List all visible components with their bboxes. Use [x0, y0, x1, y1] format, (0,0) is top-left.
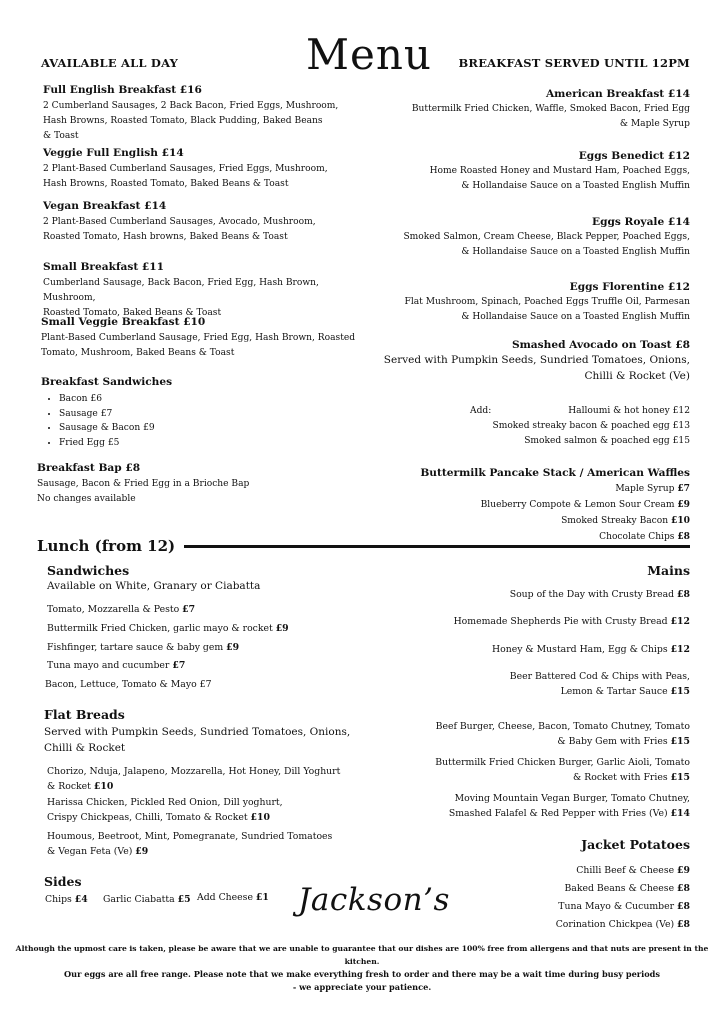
option-label: Blueberry Compote & Lemon Sour Cream	[480, 500, 678, 510]
item-label: Tuna mayo and cucumber	[47, 660, 173, 671]
sandwich-item	[47, 660, 185, 671]
item-price: £15	[670, 772, 690, 783]
side-item	[103, 894, 191, 905]
pancake-option	[360, 481, 690, 497]
item-line: Houmous, Beetroot, Mint, Pomegranate, Sundried Tomatoes	[47, 831, 333, 842]
item-label: Fishfinger, tartare sauce & baby gem	[47, 642, 227, 653]
small-breakfast-item	[43, 261, 373, 321]
item-label: Corination Chickpea (Ve)	[555, 919, 678, 930]
lunch-divider	[184, 545, 690, 548]
breakfast-sandwiches-section	[41, 376, 241, 450]
item-name: Full English Breakfast £16	[43, 84, 202, 96]
sides-title: Sides	[44, 874, 82, 889]
item-label: Tuna Mayo & Cucumber	[558, 901, 678, 912]
item-desc-1: Served with Pumpkin Seeds, Sundried Tomatoes, Onions,	[383, 354, 690, 366]
lunch-title: Lunch (from 12)	[37, 537, 176, 555]
section-subtitle-2: Chilli & Rocket	[44, 742, 126, 754]
footer-line: - we appreciate your patience.	[292, 982, 432, 992]
jacket-list	[390, 862, 690, 934]
addon-item: Smoked salmon & poached egg £15	[524, 436, 690, 446]
list-item: • Fried Egg £5	[59, 436, 241, 451]
item-line-price	[47, 844, 367, 859]
main-item	[360, 791, 690, 821]
breakfast-hours-label: BREAKFAST SERVED UNTIL 12PM	[458, 56, 690, 70]
item-desc-1: 2 Cumberland Sausages, 2 Back Bacon, Fried Eggs, Mushroom,	[43, 101, 339, 111]
item-desc-2: & Hollandaise Sauce on a Toasted English Muffin	[461, 312, 690, 322]
sandwich-item	[47, 623, 289, 634]
item-price: £8	[677, 883, 690, 894]
section-title: Breakfast Sandwiches	[41, 376, 173, 388]
item-label: Bacon, Lettuce, Tomato & Mayo £7	[45, 679, 212, 690]
item-line-price	[360, 614, 690, 629]
item-line-price	[360, 806, 690, 821]
item-desc-2: Roasted Tomato, Baked Beans & Toast	[43, 308, 222, 318]
option-price: £7	[677, 483, 690, 494]
flat-breads-section	[44, 707, 364, 756]
pancake-option	[360, 497, 690, 513]
footer-line: Our eggs are all free range. Please note that we make everything fresh to order and there may be a wait time during busy periods	[63, 969, 661, 979]
main-item	[360, 669, 690, 699]
item-price: £12	[670, 616, 690, 627]
item-desc-2: Chilli & Rocket (Ve)	[584, 370, 690, 382]
vegan-breakfast-item	[43, 200, 363, 245]
jacket-item	[390, 880, 690, 898]
item-desc-1: Flat Mushroom, Spinach, Poached Eggs Truffle Oil, Parmesan	[404, 297, 690, 307]
item-price: £9	[677, 865, 690, 876]
item-line: Soup of the Day with Crusty Bread	[509, 589, 678, 600]
item-line: Smashed Falafel & Red Pepper with Fries (Ve)	[448, 808, 671, 819]
option-price: £10	[671, 515, 690, 526]
item-desc-1: 2 Plant-Based Cumberland Sausages, Avocado, Mushroom,	[43, 217, 316, 227]
item-desc-1: Smoked Salmon, Cream Cheese, Black Pepper, Poached Eggs,	[403, 232, 690, 242]
main-item	[360, 755, 690, 785]
item-price: £10	[93, 781, 114, 792]
side-item	[45, 894, 88, 905]
item-name: Smashed Avocado on Toast £8	[511, 339, 690, 351]
item-line: Moving Mountain Vegan Burger, Tomato Chutney,	[454, 793, 690, 804]
menu-title: Menu	[306, 30, 432, 79]
item-desc-2: Hash Browns, Roasted Tomato, Black Pudding, Baked Beans	[43, 116, 323, 126]
item-line: Chorizo, Nduja, Jalapeno, Mozzarella, Hot Honey, Dill Yoghurt	[47, 766, 341, 777]
item-line: & Baby Gem with Fries	[557, 736, 671, 747]
item-line: Crispy Chickpeas, Chilli, Tomato & Rocket	[47, 812, 251, 823]
item-line: Beer Battered Cod & Chips with Peas,	[509, 671, 690, 682]
main-item	[360, 719, 690, 749]
item-desc-2: & Hollandaise Sauce on a Toasted English Muffin	[461, 247, 690, 257]
item-price: £7	[172, 660, 186, 671]
item-price: £15	[670, 686, 690, 697]
main-item	[360, 587, 690, 602]
item-desc-2: & Maple Syrup	[619, 119, 690, 129]
footer-line: Although the upmost care is taken, please be aware that we are unable to guarantee that our dishes are 100% free from allergens and that nuts are present in the kitchen.	[15, 944, 709, 966]
item-name: Buttermilk Pancake Stack / American Waffles	[420, 467, 690, 479]
smashed-avocado-item	[360, 339, 690, 384]
addon-item: Halloumi & hot honey £12	[568, 406, 690, 416]
item-line: Lemon & Tartar Sauce	[560, 686, 671, 697]
item-label: Chips	[45, 894, 75, 905]
eggs-royale-item	[360, 216, 690, 260]
item-line-price	[360, 587, 690, 602]
item-price: £15	[670, 736, 690, 747]
item-price: £8	[677, 589, 690, 600]
flatbread-item	[47, 795, 367, 825]
item-price: £10	[250, 812, 270, 823]
item-price: £7	[182, 604, 196, 615]
eggs-benedict-item	[360, 150, 690, 194]
item-name: Vegan Breakfast £14	[43, 200, 167, 212]
item-line-price	[360, 734, 690, 749]
item-desc-2: Hash Browns, Roasted Tomato, Baked Beans & Toast	[43, 179, 289, 189]
option-price: £9	[677, 499, 690, 510]
item-line-price	[360, 684, 690, 699]
item-line: Beef Burger, Cheese, Bacon, Tomato Chutney, Tomato	[435, 721, 690, 732]
item-label: Buttermilk Fried Chicken, garlic mayo & rocket	[47, 623, 276, 634]
item-line: & Rocket with Fries	[573, 772, 671, 783]
main-item	[360, 614, 690, 629]
list-item: • Sausage £7	[59, 407, 241, 422]
small-veggie-breakfast-item	[41, 316, 371, 361]
option-label: Smoked Streaky Bacon	[561, 516, 672, 526]
item-line-price	[360, 642, 690, 657]
pancake-option	[360, 513, 690, 529]
item-price: £14	[670, 808, 690, 819]
item-price: £9	[226, 642, 240, 653]
pancake-stack-item	[360, 467, 690, 545]
option-label: Chocolate Chips	[599, 532, 678, 542]
section-subtitle: Available on White, Granary or Ciabatta	[47, 580, 261, 592]
item-price: £8	[677, 901, 690, 912]
item-desc-1: Plant-Based Cumberland Sausage, Fried Egg, Hash Brown, Roasted	[41, 333, 356, 343]
item-label: Add Cheese	[197, 892, 256, 903]
veggie-full-english-item	[43, 147, 363, 192]
main-item	[360, 642, 690, 657]
jacket-item	[390, 916, 690, 934]
item-desc-1: Cumberland Sausage, Back Bacon, Fried Egg, Hash Brown, Mushroom,	[43, 278, 319, 303]
item-line-price	[47, 779, 367, 794]
item-label: Chilli Beef & Cheese	[576, 865, 678, 876]
add-label: Add:	[470, 406, 492, 416]
item-price: £9	[275, 623, 289, 634]
option-price: £8	[677, 531, 690, 542]
item-desc-2: Roasted Tomato, Hash browns, Baked Beans & Toast	[43, 232, 288, 242]
item-name: Small Veggie Breakfast £10	[41, 316, 206, 328]
list-item: • Bacon £6	[59, 392, 241, 407]
pancake-option	[360, 529, 690, 545]
brand-logo: Jackson’s	[298, 882, 450, 918]
item-name: Breakfast Bap £8	[37, 462, 141, 474]
item-line: & Vegan Feta (Ve)	[47, 846, 136, 857]
section-title: Sandwiches	[47, 563, 130, 578]
item-line: Homemade Shepherds Pie with Crusty Bread	[453, 616, 671, 627]
jacket-potatoes-title: Jacket Potatoes	[581, 837, 690, 852]
item-name: American Breakfast £14	[545, 88, 690, 100]
item-price: £8	[677, 919, 690, 930]
item-price: £1	[255, 892, 269, 903]
list-item: • Sausage & Bacon £9	[59, 421, 241, 436]
avocado-addons	[450, 404, 690, 449]
breakfast-bap-item	[37, 462, 337, 507]
item-name: Small Breakfast £11	[43, 261, 165, 273]
jacket-item	[390, 862, 690, 880]
flatbread-item	[47, 764, 367, 794]
item-desc-1: Sausage, Bacon & Fried Egg in a Brioche Bap	[37, 479, 250, 489]
item-label: Baked Beans & Cheese	[564, 883, 678, 894]
sandwich-item	[45, 679, 211, 690]
item-name: Eggs Florentine £12	[569, 281, 690, 293]
sandwich-item	[47, 642, 239, 653]
item-desc-1: Home Roasted Honey and Mustard Ham, Poached Eggs,	[429, 166, 690, 176]
mains-title: Mains	[647, 563, 690, 578]
item-name: Eggs Benedict £12	[578, 150, 690, 162]
item-price: £4	[74, 894, 88, 905]
item-line: Honey & Mustard Ham, Egg & Chips	[492, 644, 671, 655]
item-desc-1: Buttermilk Fried Chicken, Waffle, Smoked Bacon, Fried Egg	[411, 104, 690, 114]
item-label: Tomato, Mozzarella & Pesto	[47, 604, 183, 615]
flatbread-item	[47, 829, 367, 859]
item-line: Buttermilk Fried Chicken Burger, Garlic Aioli, Tomato	[435, 757, 690, 768]
item-line: & Rocket	[47, 781, 94, 792]
item-desc-2: No changes available	[37, 494, 136, 504]
sandwich-item	[47, 604, 195, 615]
section-title: Flat Breads	[44, 707, 125, 722]
jacket-item	[390, 898, 690, 916]
breakfast-sandwich-list	[41, 392, 241, 450]
item-price: £5	[177, 894, 191, 905]
item-line-price	[360, 770, 690, 785]
section-subtitle-1: Served with Pumpkin Seeds, Sundried Tomatoes, Onions,	[44, 726, 351, 738]
option-label: Maple Syrup	[615, 484, 678, 494]
item-line-price	[47, 810, 367, 825]
item-price: £12	[670, 644, 690, 655]
lunch-sandwiches-section	[47, 563, 347, 594]
available-all-day-label: AVAILABLE ALL DAY	[41, 56, 179, 70]
item-desc-1: 2 Plant-Based Cumberland Sausages, Fried Eggs, Mushroom,	[43, 164, 328, 174]
item-line: Harissa Chicken, Pickled Red Onion, Dill yoghurt,	[47, 797, 283, 808]
item-desc-3: & Toast	[43, 131, 79, 141]
full-english-item	[43, 84, 363, 144]
item-name: Veggie Full English £14	[43, 147, 184, 159]
side-item	[197, 892, 269, 903]
item-desc-2: & Hollandaise Sauce on a Toasted English Muffin	[461, 181, 690, 191]
item-desc-2: Tomato, Mushroom, Baked Beans & Toast	[41, 348, 235, 358]
item-price: £9	[135, 846, 149, 857]
addon-item: Smoked streaky bacon & poached egg £13	[492, 421, 690, 431]
american-breakfast-item	[360, 88, 690, 132]
eggs-florentine-item	[360, 281, 690, 325]
allergen-footer	[4, 942, 720, 994]
item-label: Garlic Ciabatta	[103, 894, 178, 905]
item-name: Eggs Royale £14	[592, 216, 690, 228]
